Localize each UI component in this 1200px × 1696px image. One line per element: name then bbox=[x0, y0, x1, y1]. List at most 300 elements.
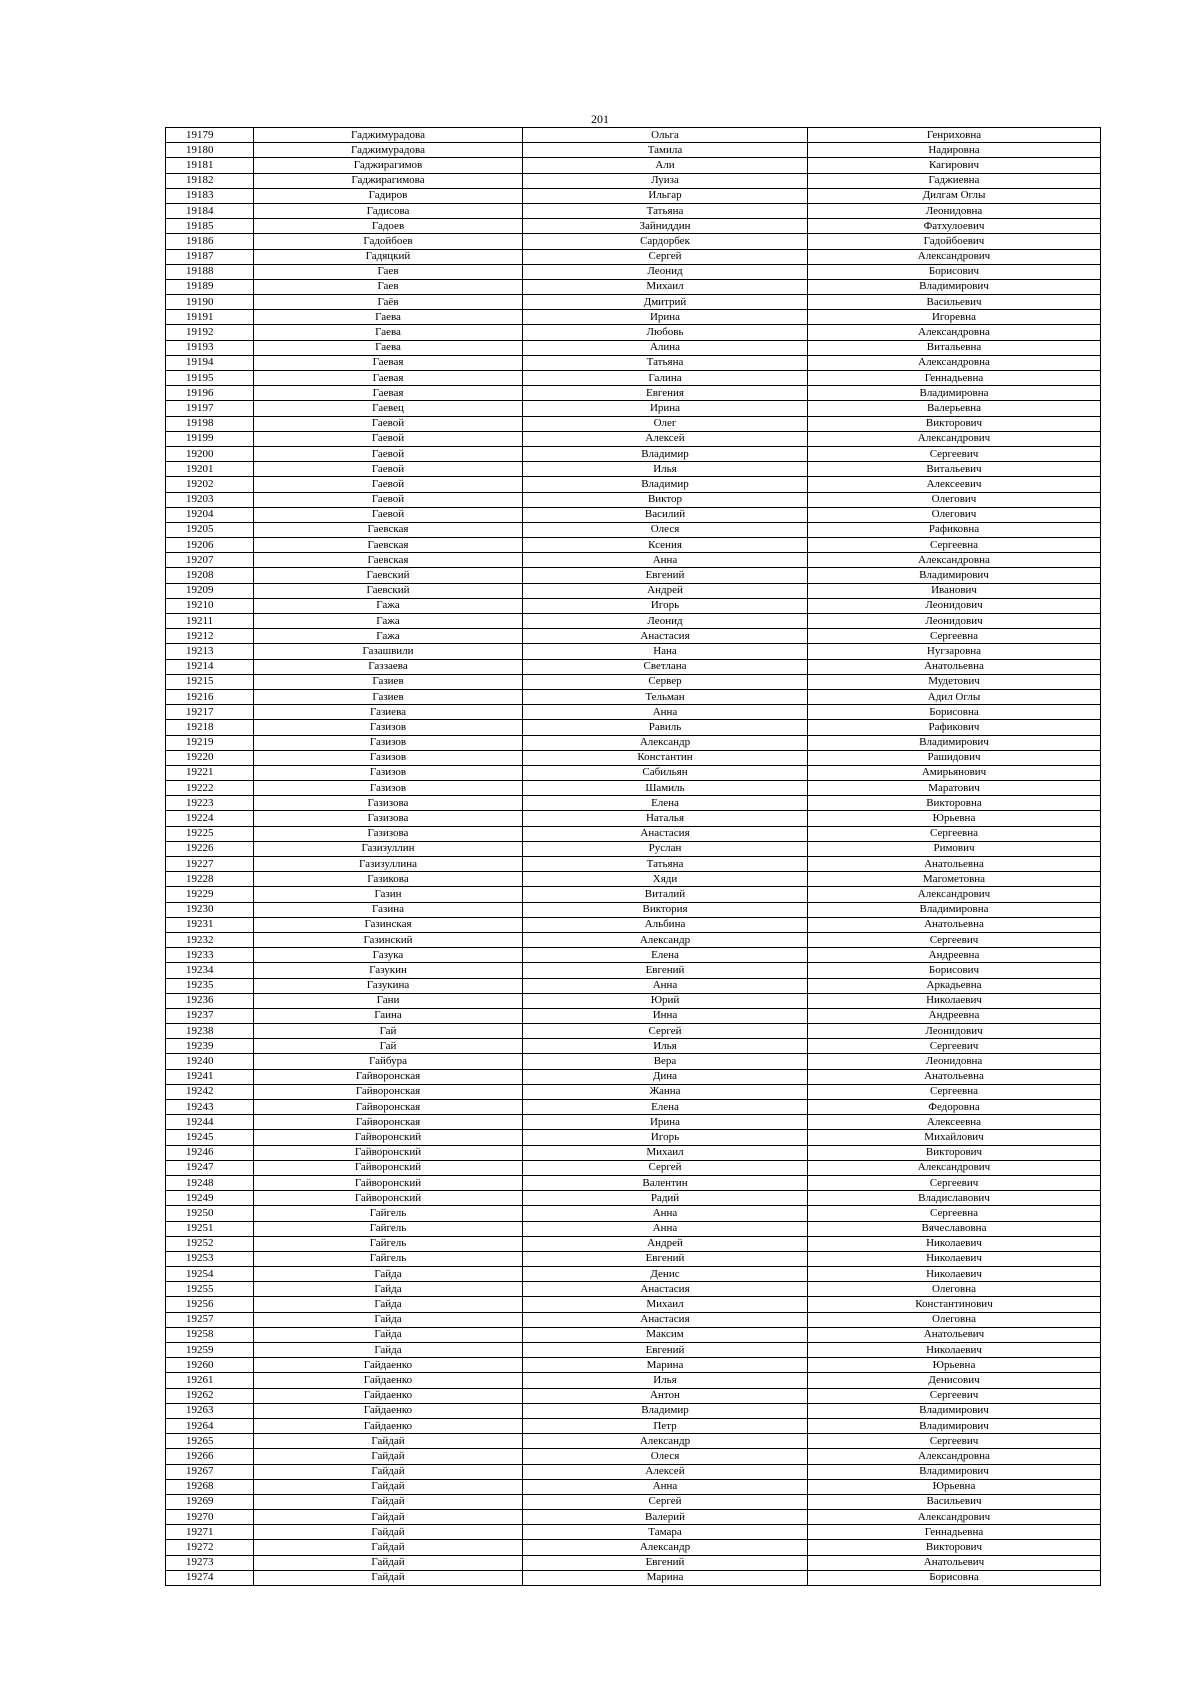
last-name-cell: Гадиров bbox=[254, 188, 523, 203]
table-row bbox=[166, 1039, 1101, 1054]
table-row bbox=[166, 158, 1101, 173]
first-name-cell: Елена bbox=[523, 1100, 808, 1115]
last-name-cell: Гайгель bbox=[254, 1206, 523, 1221]
table-row bbox=[166, 1479, 1101, 1494]
patronymic-cell: Денисович bbox=[808, 1373, 1101, 1388]
record-number-cell: 19241 bbox=[166, 1069, 254, 1084]
first-name-cell: Илья bbox=[523, 1039, 808, 1054]
record-number-cell: 19205 bbox=[166, 522, 254, 537]
table-row bbox=[166, 735, 1101, 750]
record-number-cell: 19226 bbox=[166, 841, 254, 856]
table-row bbox=[166, 1403, 1101, 1418]
records-body bbox=[166, 128, 1101, 1586]
last-name-cell: Гаевский bbox=[254, 583, 523, 598]
table-row bbox=[166, 1510, 1101, 1525]
table-row bbox=[166, 674, 1101, 689]
table-row bbox=[166, 1570, 1101, 1585]
patronymic-cell: Олегович bbox=[808, 507, 1101, 522]
first-name-cell: Анастасия bbox=[523, 629, 808, 644]
table-row bbox=[166, 1373, 1101, 1388]
first-name-cell: Владимир bbox=[523, 446, 808, 461]
patronymic-cell: Федоровна bbox=[808, 1100, 1101, 1115]
last-name-cell: Гайдай bbox=[254, 1494, 523, 1509]
table-row bbox=[166, 249, 1101, 264]
first-name-cell: Анна bbox=[523, 1221, 808, 1236]
last-name-cell: Газиева bbox=[254, 705, 523, 720]
record-number-cell: 19251 bbox=[166, 1221, 254, 1236]
first-name-cell: Андрей bbox=[523, 583, 808, 598]
patronymic-cell: Генриховна bbox=[808, 128, 1101, 143]
first-name-cell: Дмитрий bbox=[523, 295, 808, 310]
last-name-cell: Гайдаенко bbox=[254, 1388, 523, 1403]
patronymic-cell: Адил Оглы bbox=[808, 689, 1101, 704]
table-row bbox=[166, 1191, 1101, 1206]
table-row bbox=[166, 948, 1101, 963]
patronymic-cell: Алексеевич bbox=[808, 477, 1101, 492]
record-number-cell: 19271 bbox=[166, 1525, 254, 1540]
record-number-cell: 19188 bbox=[166, 264, 254, 279]
last-name-cell: Гайворонский bbox=[254, 1160, 523, 1175]
record-number-cell: 19227 bbox=[166, 857, 254, 872]
patronymic-cell: Николаевич bbox=[808, 1267, 1101, 1282]
first-name-cell: Сергей bbox=[523, 249, 808, 264]
last-name-cell: Гаевой bbox=[254, 416, 523, 431]
patronymic-cell: Николаевич bbox=[808, 1251, 1101, 1266]
last-name-cell: Гадоев bbox=[254, 219, 523, 234]
last-name-cell: Гайда bbox=[254, 1282, 523, 1297]
patronymic-cell: Юрьевна bbox=[808, 1358, 1101, 1373]
last-name-cell: Газизов bbox=[254, 750, 523, 765]
last-name-cell: Гайворонская bbox=[254, 1069, 523, 1084]
patronymic-cell: Сергеевич bbox=[808, 932, 1101, 947]
first-name-cell: Марина bbox=[523, 1358, 808, 1373]
table-row bbox=[166, 1418, 1101, 1433]
last-name-cell: Гадяцкий bbox=[254, 249, 523, 264]
table-row bbox=[166, 1054, 1101, 1069]
first-name-cell: Радий bbox=[523, 1191, 808, 1206]
table-row bbox=[166, 310, 1101, 325]
table-row bbox=[166, 371, 1101, 386]
patronymic-cell: Андреевна bbox=[808, 1008, 1101, 1023]
last-name-cell: Гаева bbox=[254, 310, 523, 325]
record-number-cell: 19211 bbox=[166, 614, 254, 629]
record-number-cell: 19221 bbox=[166, 765, 254, 780]
first-name-cell: Константин bbox=[523, 750, 808, 765]
last-name-cell: Газикова bbox=[254, 872, 523, 887]
table-row bbox=[166, 462, 1101, 477]
patronymic-cell: Витальевич bbox=[808, 462, 1101, 477]
table-row bbox=[166, 173, 1101, 188]
record-number-cell: 19207 bbox=[166, 553, 254, 568]
patronymic-cell: Леонидович bbox=[808, 598, 1101, 613]
first-name-cell: Али bbox=[523, 158, 808, 173]
table-row bbox=[166, 325, 1101, 340]
last-name-cell: Гайгель bbox=[254, 1221, 523, 1236]
patronymic-cell: Владиславович bbox=[808, 1191, 1101, 1206]
table-row bbox=[166, 705, 1101, 720]
record-number-cell: 19245 bbox=[166, 1130, 254, 1145]
record-number-cell: 19191 bbox=[166, 310, 254, 325]
first-name-cell: Владимир bbox=[523, 477, 808, 492]
table-row bbox=[166, 841, 1101, 856]
table-row bbox=[166, 598, 1101, 613]
last-name-cell: Газизуллин bbox=[254, 841, 523, 856]
record-number-cell: 19216 bbox=[166, 689, 254, 704]
last-name-cell: Гаевой bbox=[254, 507, 523, 522]
first-name-cell: Ирина bbox=[523, 310, 808, 325]
table-row bbox=[166, 1145, 1101, 1160]
table-row bbox=[166, 219, 1101, 234]
last-name-cell: Газашвили bbox=[254, 644, 523, 659]
table-row bbox=[166, 522, 1101, 537]
last-name-cell: Гайдай bbox=[254, 1555, 523, 1570]
last-name-cell: Газизова bbox=[254, 796, 523, 811]
last-name-cell: Газина bbox=[254, 902, 523, 917]
last-name-cell: Гайворонская bbox=[254, 1084, 523, 1099]
last-name-cell: Гаева bbox=[254, 325, 523, 340]
record-number-cell: 19197 bbox=[166, 401, 254, 416]
last-name-cell: Гайда bbox=[254, 1327, 523, 1342]
table-row bbox=[166, 978, 1101, 993]
first-name-cell: Дина bbox=[523, 1069, 808, 1084]
first-name-cell: Михаил bbox=[523, 1297, 808, 1312]
first-name-cell: Илья bbox=[523, 462, 808, 477]
table-row bbox=[166, 917, 1101, 932]
first-name-cell: Петр bbox=[523, 1418, 808, 1433]
patronymic-cell: Геннадьевна bbox=[808, 371, 1101, 386]
last-name-cell: Газзаева bbox=[254, 659, 523, 674]
record-number-cell: 19236 bbox=[166, 993, 254, 1008]
record-number-cell: 19182 bbox=[166, 173, 254, 188]
patronymic-cell: Мудетович bbox=[808, 674, 1101, 689]
first-name-cell: Татьяна bbox=[523, 203, 808, 218]
last-name-cell: Гаевская bbox=[254, 553, 523, 568]
record-number-cell: 19193 bbox=[166, 340, 254, 355]
first-name-cell: Анастасия bbox=[523, 1312, 808, 1327]
first-name-cell: Вера bbox=[523, 1054, 808, 1069]
patronymic-cell: Олеговна bbox=[808, 1282, 1101, 1297]
last-name-cell: Гайворонская bbox=[254, 1100, 523, 1115]
record-number-cell: 19270 bbox=[166, 1510, 254, 1525]
patronymic-cell: Борисовна bbox=[808, 1570, 1101, 1585]
last-name-cell: Гайда bbox=[254, 1267, 523, 1282]
last-name-cell: Гайдай bbox=[254, 1479, 523, 1494]
patronymic-cell: Геннадьевна bbox=[808, 1525, 1101, 1540]
first-name-cell: Нана bbox=[523, 644, 808, 659]
last-name-cell: Газизова bbox=[254, 811, 523, 826]
first-name-cell: Валерий bbox=[523, 1510, 808, 1525]
record-number-cell: 19235 bbox=[166, 978, 254, 993]
patronymic-cell: Викторович bbox=[808, 1145, 1101, 1160]
first-name-cell: Василий bbox=[523, 507, 808, 522]
record-number-cell: 19243 bbox=[166, 1100, 254, 1115]
record-number-cell: 19266 bbox=[166, 1449, 254, 1464]
table-row bbox=[166, 932, 1101, 947]
first-name-cell: Валентин bbox=[523, 1175, 808, 1190]
record-number-cell: 19225 bbox=[166, 826, 254, 841]
record-number-cell: 19215 bbox=[166, 674, 254, 689]
record-number-cell: 19247 bbox=[166, 1160, 254, 1175]
patronymic-cell: Николаевич bbox=[808, 1343, 1101, 1358]
first-name-cell: Евгений bbox=[523, 1343, 808, 1358]
first-name-cell: Леонид bbox=[523, 264, 808, 279]
last-name-cell: Газизова bbox=[254, 826, 523, 841]
first-name-cell: Галина bbox=[523, 371, 808, 386]
record-number-cell: 19237 bbox=[166, 1008, 254, 1023]
first-name-cell: Александр bbox=[523, 932, 808, 947]
table-row bbox=[166, 583, 1101, 598]
last-name-cell: Гаевая bbox=[254, 355, 523, 370]
last-name-cell: Газин bbox=[254, 887, 523, 902]
record-number-cell: 19192 bbox=[166, 325, 254, 340]
first-name-cell: Елена bbox=[523, 796, 808, 811]
table-row bbox=[166, 1464, 1101, 1479]
first-name-cell: Светлана bbox=[523, 659, 808, 674]
patronymic-cell: Сергеевна bbox=[808, 1206, 1101, 1221]
first-name-cell: Тамила bbox=[523, 143, 808, 158]
record-number-cell: 19263 bbox=[166, 1403, 254, 1418]
patronymic-cell: Гадойбоевич bbox=[808, 234, 1101, 249]
last-name-cell: Гаевская bbox=[254, 522, 523, 537]
patronymic-cell: Андреевна bbox=[808, 948, 1101, 963]
patronymic-cell: Игоревна bbox=[808, 310, 1101, 325]
table-row bbox=[166, 614, 1101, 629]
table-row bbox=[166, 1540, 1101, 1555]
record-number-cell: 19269 bbox=[166, 1494, 254, 1509]
last-name-cell: Гайворонская bbox=[254, 1115, 523, 1130]
first-name-cell: Михаил bbox=[523, 1145, 808, 1160]
table-row bbox=[166, 963, 1101, 978]
patronymic-cell: Владимирович bbox=[808, 735, 1101, 750]
last-name-cell: Газинский bbox=[254, 932, 523, 947]
first-name-cell: Евгений bbox=[523, 568, 808, 583]
record-number-cell: 19268 bbox=[166, 1479, 254, 1494]
patronymic-cell: Александрович bbox=[808, 1160, 1101, 1175]
patronymic-cell: Амирьянович bbox=[808, 765, 1101, 780]
patronymic-cell: Сергеевич bbox=[808, 446, 1101, 461]
table-row bbox=[166, 1267, 1101, 1282]
table-row bbox=[166, 1388, 1101, 1403]
records-table bbox=[165, 127, 1101, 1586]
last-name-cell: Гайдаенко bbox=[254, 1373, 523, 1388]
patronymic-cell: Васильевич bbox=[808, 295, 1101, 310]
first-name-cell: Юрий bbox=[523, 993, 808, 1008]
patronymic-cell: Александрович bbox=[808, 887, 1101, 902]
patronymic-cell: Борисовна bbox=[808, 705, 1101, 720]
last-name-cell: Гаевец bbox=[254, 401, 523, 416]
first-name-cell: Анна bbox=[523, 978, 808, 993]
patronymic-cell: Борисович bbox=[808, 264, 1101, 279]
record-number-cell: 19222 bbox=[166, 781, 254, 796]
patronymic-cell: Константинович bbox=[808, 1297, 1101, 1312]
patronymic-cell: Рашидович bbox=[808, 750, 1101, 765]
patronymic-cell: Леонидовна bbox=[808, 1054, 1101, 1069]
patronymic-cell: Олегович bbox=[808, 492, 1101, 507]
last-name-cell: Газизуллина bbox=[254, 857, 523, 872]
last-name-cell: Гаевой bbox=[254, 477, 523, 492]
table-row bbox=[166, 1358, 1101, 1373]
patronymic-cell: Александровна bbox=[808, 325, 1101, 340]
record-number-cell: 19261 bbox=[166, 1373, 254, 1388]
table-row bbox=[166, 188, 1101, 203]
patronymic-cell: Александрович bbox=[808, 431, 1101, 446]
patronymic-cell: Маратович bbox=[808, 781, 1101, 796]
patronymic-cell: Сергеевич bbox=[808, 1388, 1101, 1403]
record-number-cell: 19230 bbox=[166, 902, 254, 917]
patronymic-cell: Сергеевич bbox=[808, 1434, 1101, 1449]
table-row bbox=[166, 1343, 1101, 1358]
patronymic-cell: Анатольевич bbox=[808, 1555, 1101, 1570]
first-name-cell: Александр bbox=[523, 735, 808, 750]
record-number-cell: 19194 bbox=[166, 355, 254, 370]
first-name-cell: Анна bbox=[523, 553, 808, 568]
last-name-cell: Газукина bbox=[254, 978, 523, 993]
patronymic-cell: Валерьевна bbox=[808, 401, 1101, 416]
table-row bbox=[166, 279, 1101, 294]
first-name-cell: Михаил bbox=[523, 279, 808, 294]
record-number-cell: 19239 bbox=[166, 1039, 254, 1054]
last-name-cell: Гаджимурадова bbox=[254, 143, 523, 158]
patronymic-cell: Фатхулоевич bbox=[808, 219, 1101, 234]
patronymic-cell: Александровна bbox=[808, 553, 1101, 568]
table-row bbox=[166, 1084, 1101, 1099]
table-row bbox=[166, 538, 1101, 553]
first-name-cell: Антон bbox=[523, 1388, 808, 1403]
table-row bbox=[166, 1525, 1101, 1540]
last-name-cell: Гаевой bbox=[254, 446, 523, 461]
first-name-cell: Шамиль bbox=[523, 781, 808, 796]
last-name-cell: Гаджимурадова bbox=[254, 128, 523, 143]
first-name-cell: Андрей bbox=[523, 1236, 808, 1251]
first-name-cell: Сервер bbox=[523, 674, 808, 689]
first-name-cell: Анастасия bbox=[523, 1282, 808, 1297]
table-row bbox=[166, 507, 1101, 522]
first-name-cell: Денис bbox=[523, 1267, 808, 1282]
record-number-cell: 19218 bbox=[166, 720, 254, 735]
table-row bbox=[166, 1327, 1101, 1342]
last-name-cell: Гаевая bbox=[254, 371, 523, 386]
record-number-cell: 19217 bbox=[166, 705, 254, 720]
last-name-cell: Гаевая bbox=[254, 386, 523, 401]
record-number-cell: 19242 bbox=[166, 1084, 254, 1099]
record-number-cell: 19189 bbox=[166, 279, 254, 294]
last-name-cell: Газизов bbox=[254, 765, 523, 780]
last-name-cell: Газука bbox=[254, 948, 523, 963]
last-name-cell: Гайдаенко bbox=[254, 1403, 523, 1418]
patronymic-cell: Александрович bbox=[808, 249, 1101, 264]
patronymic-cell: Аркадьевна bbox=[808, 978, 1101, 993]
patronymic-cell: Владимирович bbox=[808, 568, 1101, 583]
last-name-cell: Гайдай bbox=[254, 1449, 523, 1464]
last-name-cell: Гайда bbox=[254, 1312, 523, 1327]
first-name-cell: Виталий bbox=[523, 887, 808, 902]
table-row bbox=[166, 689, 1101, 704]
table-row bbox=[166, 386, 1101, 401]
last-name-cell: Гайдай bbox=[254, 1510, 523, 1525]
table-row bbox=[166, 1555, 1101, 1570]
first-name-cell: Ксения bbox=[523, 538, 808, 553]
first-name-cell: Марина bbox=[523, 1570, 808, 1585]
last-name-cell: Гаевская bbox=[254, 538, 523, 553]
record-number-cell: 19258 bbox=[166, 1327, 254, 1342]
first-name-cell: Зайниддин bbox=[523, 219, 808, 234]
patronymic-cell: Магометовна bbox=[808, 872, 1101, 887]
patronymic-cell: Нугзаровна bbox=[808, 644, 1101, 659]
record-number-cell: 19210 bbox=[166, 598, 254, 613]
last-name-cell: Гайдай bbox=[254, 1570, 523, 1585]
first-name-cell: Евгений bbox=[523, 1251, 808, 1266]
patronymic-cell: Анатольевич bbox=[808, 1327, 1101, 1342]
table-row bbox=[166, 143, 1101, 158]
patronymic-cell: Сергеевич bbox=[808, 1175, 1101, 1190]
patronymic-cell: Викторович bbox=[808, 1540, 1101, 1555]
first-name-cell: Луиза bbox=[523, 173, 808, 188]
last-name-cell: Гаина bbox=[254, 1008, 523, 1023]
last-name-cell: Гаевой bbox=[254, 431, 523, 446]
record-number-cell: 19184 bbox=[166, 203, 254, 218]
first-name-cell: Ильгар bbox=[523, 188, 808, 203]
record-number-cell: 19196 bbox=[166, 386, 254, 401]
record-number-cell: 19257 bbox=[166, 1312, 254, 1327]
patronymic-cell: Сергеевич bbox=[808, 1039, 1101, 1054]
first-name-cell: Евгения bbox=[523, 386, 808, 401]
record-number-cell: 19250 bbox=[166, 1206, 254, 1221]
first-name-cell: Алина bbox=[523, 340, 808, 355]
patronymic-cell: Иванович bbox=[808, 583, 1101, 598]
first-name-cell: Елена bbox=[523, 948, 808, 963]
table-row bbox=[166, 1008, 1101, 1023]
patronymic-cell: Дилгам Оглы bbox=[808, 188, 1101, 203]
record-number-cell: 19244 bbox=[166, 1115, 254, 1130]
last-name-cell: Газиев bbox=[254, 674, 523, 689]
patronymic-cell: Владимирович bbox=[808, 1464, 1101, 1479]
table-row bbox=[166, 1100, 1101, 1115]
last-name-cell: Гаевой bbox=[254, 462, 523, 477]
patronymic-cell: Александровна bbox=[808, 1449, 1101, 1464]
first-name-cell: Илья bbox=[523, 1373, 808, 1388]
last-name-cell: Гайдай bbox=[254, 1540, 523, 1555]
patronymic-cell: Рафикович bbox=[808, 720, 1101, 735]
last-name-cell: Гаджирагимов bbox=[254, 158, 523, 173]
table-row bbox=[166, 264, 1101, 279]
first-name-cell: Тельман bbox=[523, 689, 808, 704]
first-name-cell: Олеся bbox=[523, 1449, 808, 1464]
patronymic-cell: Сергеевна bbox=[808, 1084, 1101, 1099]
record-number-cell: 19212 bbox=[166, 629, 254, 644]
patronymic-cell: Николаевич bbox=[808, 1236, 1101, 1251]
first-name-cell: Ирина bbox=[523, 1115, 808, 1130]
table-row bbox=[166, 203, 1101, 218]
table-row bbox=[166, 781, 1101, 796]
patronymic-cell: Витальевна bbox=[808, 340, 1101, 355]
first-name-cell: Евгений bbox=[523, 1555, 808, 1570]
record-number-cell: 19248 bbox=[166, 1175, 254, 1190]
table-row bbox=[166, 629, 1101, 644]
table-row bbox=[166, 644, 1101, 659]
table-row bbox=[166, 1282, 1101, 1297]
first-name-cell: Тамара bbox=[523, 1525, 808, 1540]
patronymic-cell: Викторович bbox=[808, 416, 1101, 431]
table-row bbox=[166, 796, 1101, 811]
last-name-cell: Гайворонский bbox=[254, 1175, 523, 1190]
table-row bbox=[166, 492, 1101, 507]
table-row bbox=[166, 234, 1101, 249]
table-row bbox=[166, 477, 1101, 492]
last-name-cell: Гайдай bbox=[254, 1525, 523, 1540]
first-name-cell: Сергей bbox=[523, 1024, 808, 1039]
last-name-cell: Гайдай bbox=[254, 1464, 523, 1479]
last-name-cell: Гажа bbox=[254, 598, 523, 613]
